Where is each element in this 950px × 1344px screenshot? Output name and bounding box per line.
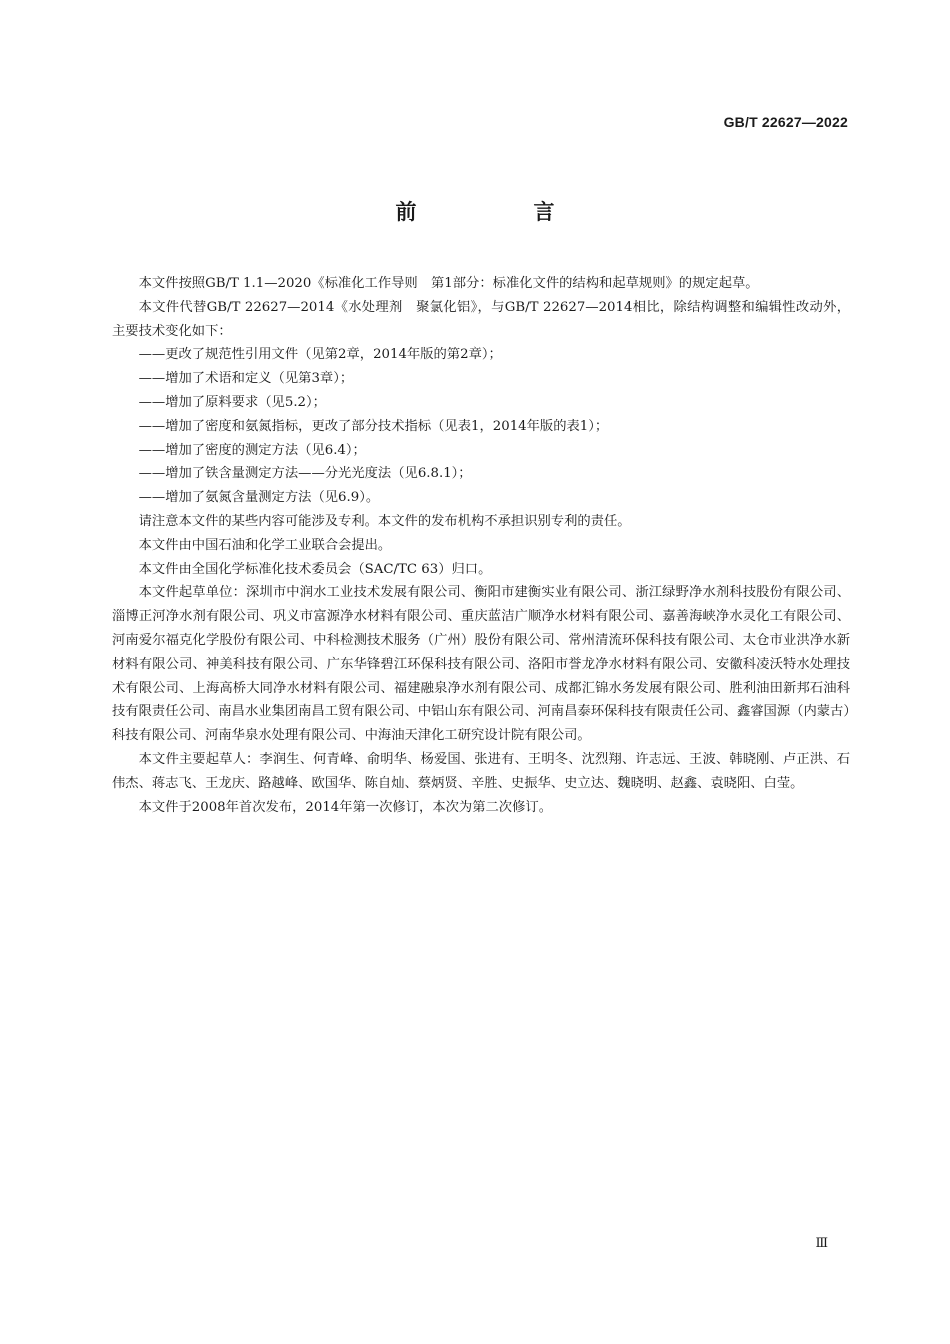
paragraph-drafting-units: 本文件起草单位：深圳市中润水工业技术发展有限公司、衡阳市建衡实业有限公司、浙江绿野净水剂科技股份有限公司、淄博正河净水剂有限公司、巩义市富源净水材料有限公司、重庆蓝洁广顺净水材料有限公司、嘉善海峡净水灵化工有限公司、河南爱尔福克化学股份有限公司、中科检测技术服务（广州）股份有限公司、常州清流环保科技有限公司、太仓市业洪净水新材料有限公司、神美科技有限公司、广东华锋碧江环保科技有限公司、洛阳市誉龙净水材料有限公司、安徽科凌沃特水处理技术有限公司、上海高桥大同净水材料有限公司、福建融泉净水剂有限公司、成都汇锦水务发展有限公司、胜利油田新邦石油科技有限责任公司、南昌水业集团南昌工贸有限公司、中铝山东有限公司、河南昌泰环保科技有限责任公司、鑫睿国源（内蒙古）科技有限公司、河南华泉水处理有限公司、中海油天津化工研究设计院有限公司。 — [112, 585, 850, 744]
standard-code: GB/T 22627—2022 — [723, 114, 848, 130]
list-item: ——增加了铁含量测定方法——分光光度法（见6.8.1）； — [138, 466, 472, 482]
paragraph-replacement: 本文件代替GB/T 22627—2014《水处理剂 聚氯化铝》，与GB/T 22627—2014相比，除结构调整和编辑性改动外，主要技术变化如下： — [112, 299, 850, 339]
paragraph-drafting-rules: 本文件按照GB/T 1.1—2020《标准化工作导则 第1部分：标准化文件的结构和起草规则》的规定起草。 — [138, 276, 759, 291]
technical-changes-list — [112, 343, 850, 510]
page-number: Ⅲ — [815, 1236, 828, 1251]
list-item: ——增加了密度和氨氮指标，更改了部分技术指标（见表1，2014年版的表1）； — [138, 418, 609, 434]
paragraph-committee: 本文件由全国化学标准化技术委员会（SAC/TC 63）归口。 — [138, 561, 492, 577]
paragraph-history: 本文件于2008年首次发布，2014年第一次修订，本次为第二次修订。 — [138, 799, 552, 815]
list-item: ——更改了规范性引用文件（见第2章，2014年版的第2章）； — [138, 347, 502, 363]
list-item: ——增加了氨氮含量测定方法（见6.9）。 — [138, 490, 380, 506]
list-item: ——增加了密度的测定方法（见6.4）； — [138, 442, 366, 458]
list-item: ——增加了原料要求（见5.2）； — [138, 394, 326, 410]
paragraph-proposer: 本文件由中国石油和化学工业联合会提出。 — [138, 537, 392, 553]
page-title: 前 言 — [395, 200, 603, 224]
paragraph-patent-notice: 请注意本文件的某些内容可能涉及专利。本文件的发布机构不承担识别专利的责任。 — [138, 513, 631, 529]
list-item: ——增加了术语和定义（见第3章）； — [138, 371, 354, 387]
foreword-body — [112, 272, 850, 819]
paragraph-drafters: 本文件主要起草人：李润生、何青峰、俞明华、杨爱国、张进有、王明冬、沈烈翔、许志远、王波、韩晓刚、卢正洪、石伟杰、蒋志飞、王龙庆、路越峰、欧国华、陈自灿、蔡炳贤、辛胜、史振华、史立达、魏晓明、赵鑫、袁晓阳、白莹。 — [112, 751, 850, 791]
